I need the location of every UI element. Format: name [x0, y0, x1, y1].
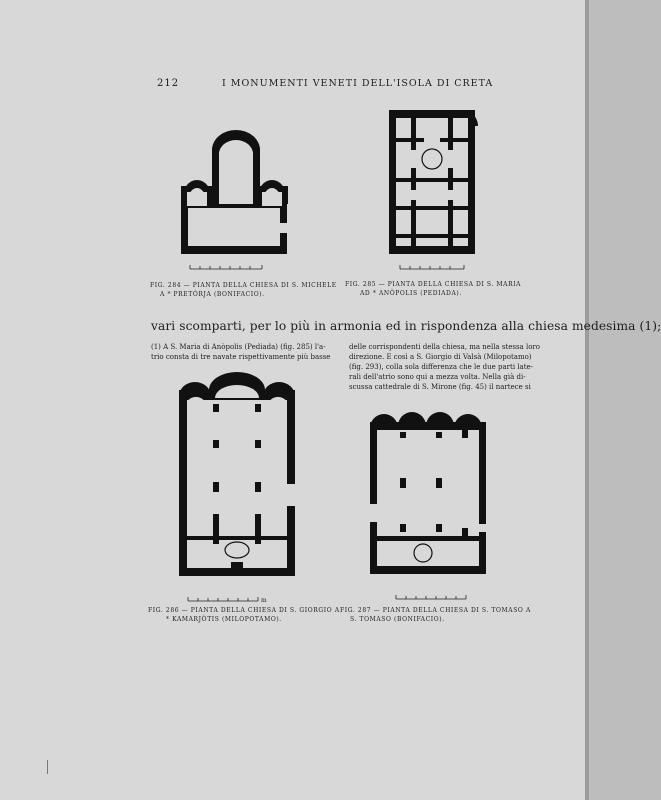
body-text-line: vari scomparti, per lo più in armonia ed in rispondenza alla chiesa medesima (1);	[151, 319, 661, 333]
floor-plan-fig-285	[386, 106, 480, 258]
footnote-right-1: delle corrispondenti della chiesa, ma nella stessa loro	[349, 343, 540, 351]
caption-fig-285-line1: FIG. 285 — PIANTA DELLA CHIESA DI S. MARIA	[345, 281, 522, 288]
page-number: 212	[157, 78, 180, 89]
page-edge	[585, 0, 589, 800]
floor-plan-fig-284	[178, 128, 294, 260]
footnote-left-2: trio consta di tre navate rispettivamente più basse	[151, 353, 331, 361]
caption-fig-286-line1: FIG. 286 — PIANTA DELLA CHIESA DI S. GIORGIO A	[148, 607, 340, 614]
footnote-right-2: direzione. E così a S. Giorgio di Valsà (Milopotamo)	[349, 353, 532, 361]
caption-fig-286-line2: * KAMARJÒTIS (MILOPOTAMO).	[166, 616, 282, 623]
scale-bar-fig-285	[398, 262, 468, 272]
caption-fig-284-line2: A * PRETÒRJA (BONIFACIO).	[160, 291, 265, 298]
scale-unit-fig-286: m	[261, 597, 267, 604]
footnote-right-3: (fig. 293), colla sola differenza che le due parti late-	[349, 363, 534, 371]
page-mark	[47, 760, 48, 774]
floor-plan-fig-287	[366, 408, 490, 578]
caption-fig-287-line1: FIG. 287 — PIANTA DELLA CHIESA DI S. TOMASO A	[340, 607, 531, 614]
scale-bar-fig-284	[188, 262, 266, 272]
footnote-left-1: (1) A S. Maria di Anòpolis (Pediada) (fig. 285) l'a-	[151, 343, 326, 351]
scale-bar-fig-287	[394, 592, 470, 602]
footnote-right-5: scussa cattedrale di S. Mirone (fig. 45) il nartece si	[349, 383, 531, 391]
scale-bar-fig-286	[186, 594, 272, 604]
running-title: I MONUMENTI VENETI DELL'ISOLA DI CRETA	[222, 78, 494, 89]
footnote-right-4: rali dell'atrio sono qui a mezza volta. Nella già di-	[349, 373, 526, 381]
caption-fig-287-line2: S. TOMASO (BONIFACIO).	[350, 616, 445, 623]
caption-fig-284-line1: FIG. 284 — PIANTA DELLA CHIESA DI S. MICHELE	[150, 282, 337, 289]
floor-plan-fig-286	[175, 376, 301, 580]
caption-fig-285-line2: AD * ANÒPOLIS (PEDIADA).	[360, 290, 462, 297]
